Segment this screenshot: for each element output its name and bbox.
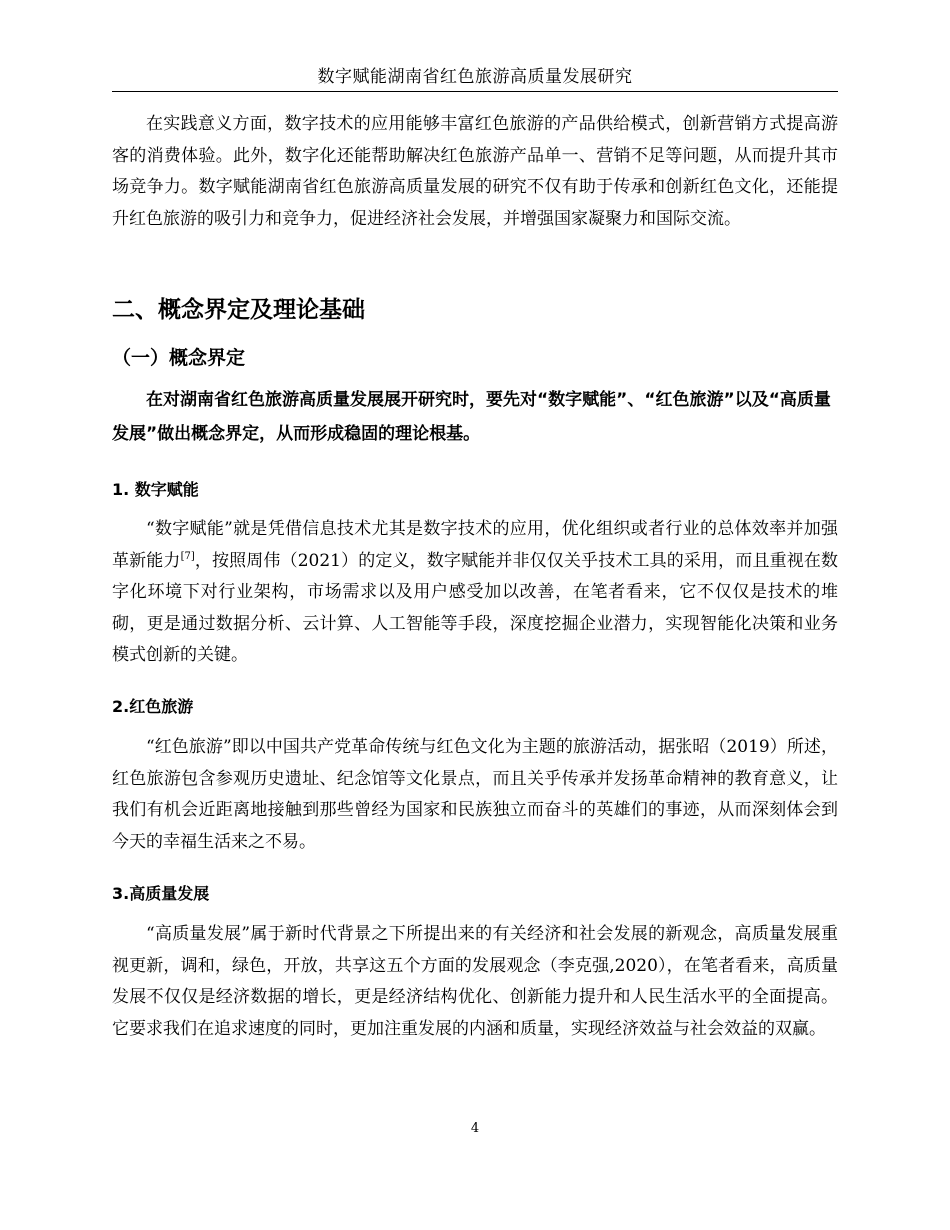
item-heading-red-tourism: 2.红色旅游 <box>112 697 194 716</box>
item-heading-digital-empowerment: 1. 数字赋能 <box>112 480 199 499</box>
section-lead-paragraph: 在对湖南省红色旅游高质量发展展开研究时，要先对“数字赋能”、“红色旅游”以及“高质量发展”做出概念界定，从而形成稳固的理论根基。 <box>112 390 831 444</box>
page-number: 4 <box>470 1121 480 1136</box>
subsection-heading: （一）概念界定 <box>112 347 246 369</box>
header-rule <box>112 91 838 92</box>
red-tourism-paragraph: “红色旅游”即以中国共产党革命传统与红色文化为主题的旅游活动，据张昭（2019）所述，红色旅游包含参观历史遗址、纪念馆等文化景点，而且关乎传承并发扬革命精神的教育意义，让我们有机会近距离地接触到那些曾经为国家和民族独立而奋斗的英雄们的事迹，从而深刻体会到今天的幸福生活来之不易。 <box>112 737 838 852</box>
intro-paragraph: 在实践意义方面，数字技术的应用能够丰富红色旅游的产品供给模式，创新营销方式提高游客的消费体验。此外，数字化还能帮助解决红色旅游产品单一、营销不足等问题，从而提升其市场竞争力。数字赋能湖南省红色旅游高质量发展的研究不仅有助于传承和创新红色文化，还能提升红色旅游的吸引力和竞争力，促进经济社会发展，并增强国家凝聚力和国际交流。 <box>112 114 838 229</box>
digital-empowerment-paragraph <box>112 514 838 672</box>
section-heading: 二、概念界定及理论基础 <box>112 297 365 323</box>
citation-reference: [7] <box>180 550 195 562</box>
digital-empowerment-text: “数字赋能”就是凭借信息技术尤其是数字技术的应用，优化组织或者行业的总体效率并加强革新能力 <box>112 519 838 571</box>
item-heading-high-quality-development: 3.高质量发展 <box>112 884 210 903</box>
high-quality-development-paragraph: “高质量发展”属于新时代背景之下所提出来的有关经济和社会发展的新观念，高质量发展重视更新，调和，绿色，开放，共享这五个方面的发展观念（李克强,2020），在笔者看来，高质量发展不仅仅是经济数据的增长，更是经济结构优化、创新能力提升和人民生活水平的全面提高。它要求我们在追求速度的同时，更加注重发展的内涵和质量，实现经济效益与社会效益的双赢。 <box>112 924 838 1039</box>
running-header: 数字赋能湖南省红色旅游高质量发展研究 <box>317 67 633 87</box>
digital-empowerment-text-continued: ，按照周伟（2021）的定义，数字赋能并非仅仅关乎技术工具的采用，而且重视在数字化环境下对行业架构，市场需求以及用户感受加以改善，在笔者看来，它不仅仅是技术的堆砌，更是通过数据分析、云计算、人工智能等手段，深度挖掘企业潜力，实现智能化决策和业务模式创新的关键。 <box>112 550 839 666</box>
